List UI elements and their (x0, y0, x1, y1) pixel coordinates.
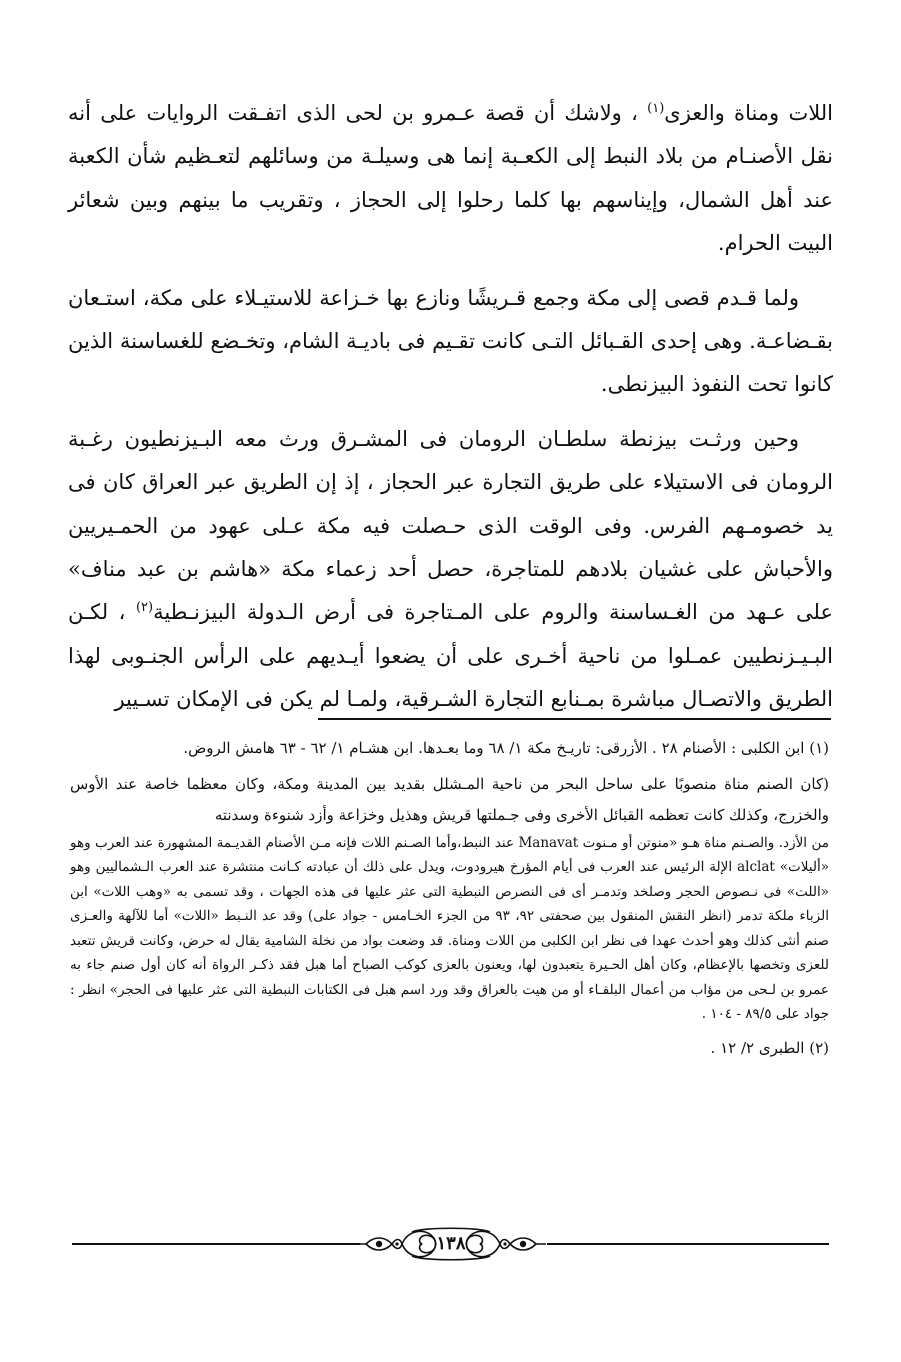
paragraph-3 (68, 418, 833, 722)
quote-text-b: عند النبط،وأما الصـنم اللات فإنه مـن الأصنام القديـمة المشهورة عند العرب وهو «أليلات» (70, 834, 829, 875)
paragraph-1-rest: ، ولاشك أن قصة عـمرو بن لحى الذى اتفـقت الروايات على أنه نقل الأصنـام من بلاد النبط إلى الكعـبة إنما هى وسيلـة من وسائلهم لتعـظيم شأن الكعبة عند أهل الشمال، وإيناسهم بها كلما رحلوا إلى الحجاز ، وتقريب ما بينهم وبين شعائر البيت الحرام. (68, 101, 833, 256)
footnote-2: (٢) الطبرى ٢/ ١٢ . (710, 1038, 829, 1057)
footnotes (70, 733, 829, 1063)
paragraph-3-start: وحين ورثـت بيزنطة سلطـان الرومان فى المشـرق ورث معه البـيزنطيون رغـبة الرومان فى الاستيلاء على طريق التجارة عبر الحجاز ، إذ إن الطريق عبر العراق كان فى يد خصومـهم الفرس. وفى الوقت الذى حـصلت فيه مكة عـلى عهود من الحمـيريين والأحباش على غشيان بلادهم للمتاجرة، حصل أحد زعماء مكة «هاشم بن عبد مناف» على عـهد من الغـساسنة والروم على المـتاجرة فى أرض الـدولة البيزنـطية (68, 426, 833, 625)
footnote-ref-2[interactable]: (٢) (135, 600, 154, 616)
quote-text-a: من الأزد. والصـنم مناة هـو «منوتن أو مـنوت (582, 834, 829, 851)
paragraph-2: ولما قـدم قصى إلى مكة وجمع قـريشًا ونازع بها خـزاعة للاستيـلاء على مكة، استـعان بقـضاعـة. وهى إحدى القـبائل التـى كانت تقـيم فى باديـة الشام، وتخـضع للغساسنة الذين كانوا تحت النفوذ البيزنطى. (68, 285, 833, 397)
footnote-ref-1[interactable]: (١) (647, 101, 665, 116)
latin-term-alclat: alclat (737, 859, 775, 875)
footer-rule-left (72, 1243, 360, 1245)
page-footer (72, 1224, 829, 1264)
footnote-1-quote-part-1: (كان الصنم مناة منصوبًا على ساحل البحر من ناحية المـشلل بقديد بين المدينة ومكة، وكان معظما خاصة عند الأوس والخزرج، وكذلك كانت تعظمه القبائل الأخرى وفى جـملتها قريش وهذيل وخزاعة وأزد شنوءة وسدنته (70, 774, 829, 824)
latin-term-manavat: Manavat (518, 834, 579, 851)
paragraph-1-start: اللات ومناة والعزى (664, 101, 833, 125)
paragraph-1 (68, 92, 833, 266)
quote-text-c: الإلة الرئيس عند العرب فى أيام المؤرخ هيرودوت، ويدل على ذلك أن عبادته كـانت منتشرة عند العرب الـشماليين وهو «اللت» فى نـصوص الحجر وصلخد وتدمـر أى فى النصرص النبطية التى عثر عليها فى هذه الجهات ، وقد تسمى به «وهب اللات» ابن الزباء ملكة تدمر (انظر النقش المنقول بين صحفتى ٩٢، ٩٣ من الجزء الخـامس - جواد على) وقد عد النـبط «اللات» أما للآلهة والعـزى صنم أنثى كذلك وهو أحدث عهدا فى نظر ابن الكلبى من اللات ومناة. قد وضعت بواد من نخلة الشامية يقال له حرض، وكانت قريش تتعبد للعزى وتخصها بالإعظام، وكان أهل الحـيرة يتعبدون لها، ويعنون بالعزى كوكب الصباح أما هبل فقد ذكـر الرواة أنه كان أول صنم جاء به عمرو بن لـحى من مؤاب من أعمال البلقـاء أو من هيت بالعراق وقد ورد اسم هبل فى الكتابات النبطية التى عثر عليها فى الحجر» انظر : جواد على ٨٩/٥ - ١٠٤ . (70, 859, 829, 1022)
main-text (68, 92, 833, 733)
paragraph-3-rest: ، لكـن البـيـزنطيين عمـلوا من ناحية أخـرى على أن يضعوا أيـديهم على الرأس الجنـوبى لهذا الطريق والاتصـال مباشرة بمـنابع التجارة الشـرقية، ولمـا لم يكن فى الإمكان تسـيير (68, 600, 833, 712)
footnote-divider (318, 718, 831, 720)
footnote-1-quote-part-2 (70, 831, 829, 1027)
footnote-1: (١) ابن الكلبى : الأصنام ٢٨ . الأزرقى: تاريـخ مكة ١/ ٦٨ وما بعـدها. ابن هشـام ١/ ٦٢ - ٦٣ هامش الروض. (183, 739, 829, 757)
page-number: ١٣٨ (436, 1233, 466, 1254)
footer-rule-right (547, 1243, 829, 1245)
